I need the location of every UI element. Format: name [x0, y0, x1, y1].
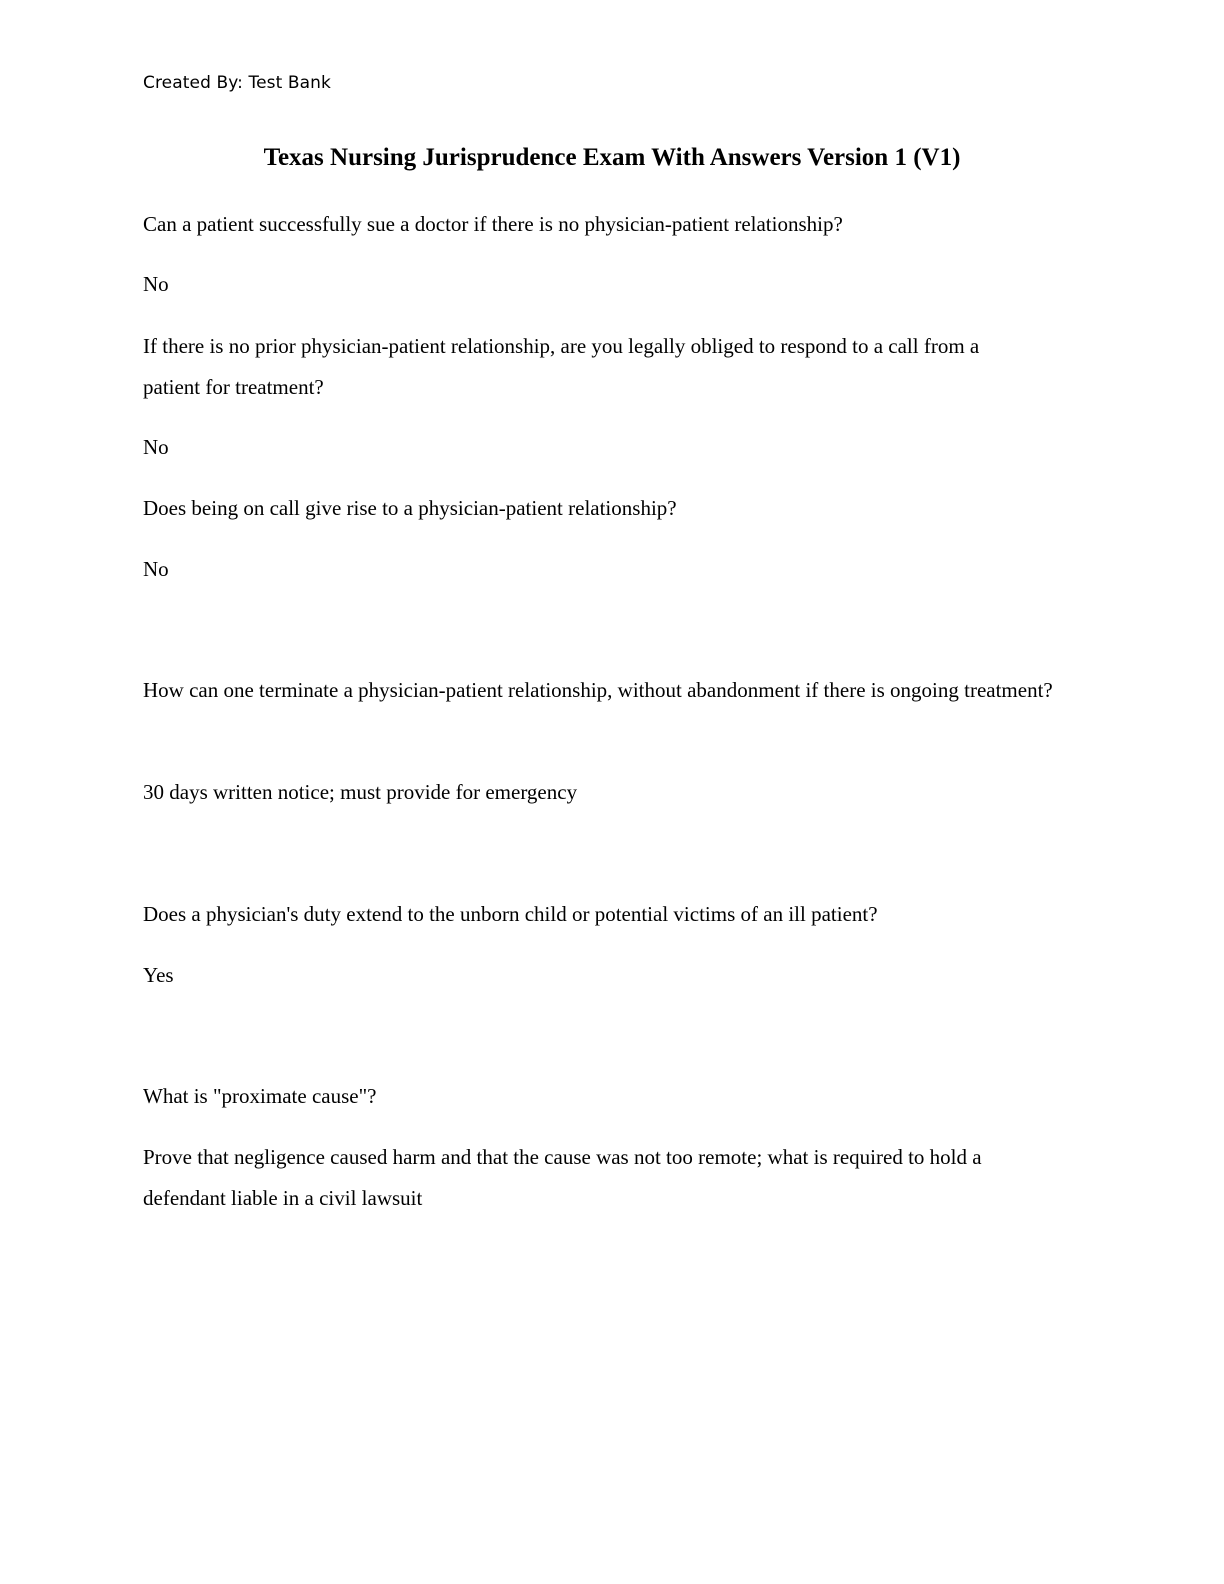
question-6: What is "proximate cause"?: [143, 1084, 377, 1108]
question-2: If there is no prior physician-patient relationship, are you legally obliged to respond to a call from a patient for treatment?: [143, 334, 980, 399]
created-by-note: Created By: Test Bank: [143, 73, 331, 93]
question-5: Does a physician's duty extend to the unborn child or potential victims of an ill patient?: [143, 902, 878, 926]
answer-4: 30 days written notice; must provide for emergency: [143, 780, 578, 804]
answer-6: Prove that negligence caused harm and that the cause was not too remote; what is required to hold a defendant liable in a civil lawsuit: [143, 1145, 982, 1210]
answer-3: No: [143, 557, 169, 581]
answer-5: Yes: [143, 963, 174, 987]
question-1: Can a patient successfully sue a doctor if there is no physician-patient relationship?: [143, 212, 843, 236]
question-3: Does being on call give rise to a physician-patient relationship?: [143, 496, 677, 520]
question-4: How can one terminate a physician-patient relationship, without abandonment if there is ongoing treatment?: [143, 678, 1053, 702]
document-title: Texas Nursing Jurisprudence Exam With Answers Version 1 (V1): [263, 144, 961, 171]
answer-1: No: [143, 272, 169, 296]
answer-2: No: [143, 435, 169, 459]
